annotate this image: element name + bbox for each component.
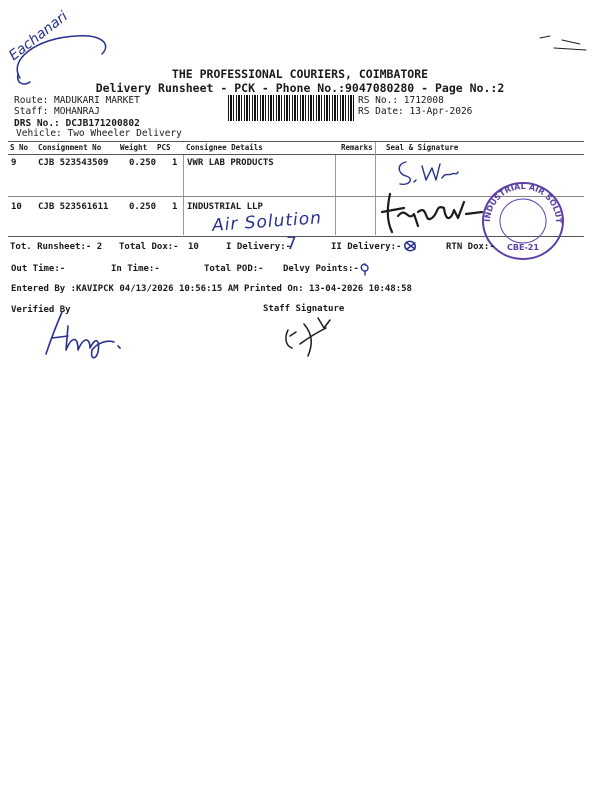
col-divider-seal — [375, 142, 376, 235]
table-top-rule — [8, 141, 584, 142]
staff-signature-mark — [278, 314, 348, 360]
route-label: Route: MADUKARI MARKET — [14, 95, 140, 106]
row-weight: 0.250 — [129, 202, 157, 212]
total-pod-label: Total POD:- — [204, 264, 264, 274]
staff-signature-label: Staff Signature — [263, 304, 345, 314]
runsheet-subtitle: Delivery Runsheet - PCK - Phone No.:9047080280 - Page No.:2 — [95, 81, 505, 95]
rs-date: RS Date: 13-Apr-2026 — [358, 106, 473, 117]
row-sno: 10 — [11, 202, 22, 212]
rs-number: RS No.: 1712008 — [358, 95, 444, 106]
total-runsheet: Tot. Runsheet:- 2 — [10, 242, 103, 252]
row-pcs: 1 — [172, 158, 178, 168]
verified-by-signature — [38, 306, 128, 362]
vehicle-label: Vehicle: Two Wheeler Delivery — [16, 128, 182, 139]
delvy-points-scribble — [357, 260, 373, 278]
delvy-points-label: Delvy Points:- — [283, 264, 359, 274]
stamp-center-text: CBE-21 — [507, 243, 539, 252]
row-sno: 9 — [11, 158, 17, 168]
entered-by: Entered By :KAVIPCK 04/13/2026 10:56:15 AM — [11, 284, 239, 294]
ii-delivery-scribble — [401, 237, 421, 255]
table-header-rule — [8, 154, 584, 155]
col-header-sno: S No — [10, 143, 29, 152]
pen-marks-top-right — [532, 26, 592, 56]
col-header-consignment: Consignment No — [38, 143, 102, 152]
staff-label: Staff: MOHANRAJ — [14, 106, 100, 117]
i-delivery-handwritten: 7 — [286, 234, 297, 254]
signature-row10 — [378, 188, 488, 238]
col-divider-consignee — [183, 155, 184, 235]
company-title: THE PROFESSIONAL COURIERS, COIMBATORE — [171, 67, 429, 81]
verified-by-label: Verified By — [11, 305, 71, 315]
rtn-dox-label: RTN Dox:- — [446, 242, 495, 252]
row-consignment: CJB 523543509 — [38, 158, 109, 168]
handwritten-air-solution: Air Solution — [211, 208, 323, 236]
barcode — [228, 95, 354, 121]
printed-on: Printed On: 13-04-2026 10:48:58 — [244, 284, 412, 294]
row-consignment: CJB 523561611 — [38, 202, 109, 212]
row-consignee: INDUSTRIAL LLP — [187, 202, 263, 212]
stamp-ring-text: INDUSTRIAL AIR SOLUTIONS LLP — [474, 171, 564, 224]
row-pcs: 1 — [172, 202, 178, 212]
i-delivery-label: I Delivery:- — [226, 242, 292, 252]
row-consignee: VWR LAB PRODUCTS — [187, 158, 274, 168]
total-dox-label: Total Dox:- — [119, 242, 179, 252]
out-time-label: Out Time:- — [11, 264, 66, 274]
row-weight: 0.250 — [129, 158, 157, 168]
drs-number: DRS No.: DCJB171200802 — [14, 118, 140, 129]
in-time-label: In Time:- — [111, 264, 160, 274]
col-header-weight: Weight — [120, 143, 148, 152]
col-header-remarks: Remarks — [341, 143, 373, 152]
ii-delivery-label: II Delivery:- — [331, 242, 402, 252]
col-header-pcs: PCS — [157, 143, 171, 152]
col-header-consignee: Consignee Details — [186, 143, 263, 152]
col-divider-remarks — [335, 155, 336, 235]
total-dox-value: 10 — [188, 242, 199, 252]
handwritten-note-text: Eachanari — [6, 8, 71, 64]
col-header-seal-signature: Seal & Signature — [386, 143, 459, 152]
